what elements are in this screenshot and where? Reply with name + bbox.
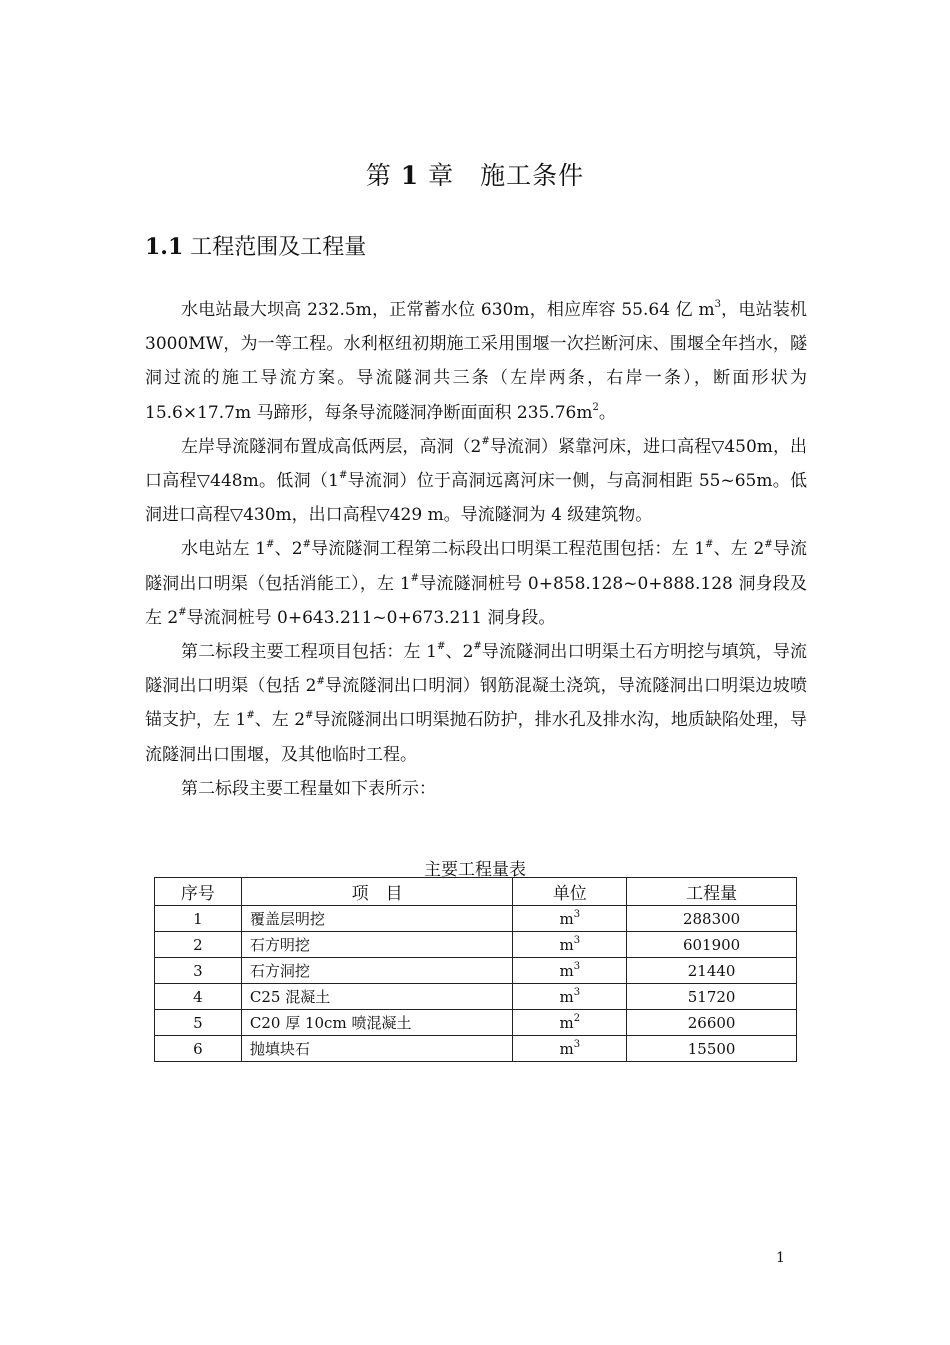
paragraph-4: [145, 635, 807, 772]
unit-base: m: [559, 1013, 574, 1032]
unit-base: m: [559, 987, 574, 1006]
quantities-table: [154, 877, 797, 1062]
unit-base: m: [559, 1039, 574, 1058]
table-row: [155, 1036, 797, 1062]
superscript: #: [705, 538, 714, 550]
text-run: 、2: [445, 642, 474, 663]
table-row: [155, 958, 797, 984]
table-row: [155, 906, 797, 932]
unit-base: m: [559, 935, 574, 954]
chapter-prefix: 第: [365, 161, 392, 190]
text-run: 、左 2: [713, 539, 765, 560]
text-run: 导流洞）位于高洞远离河床一侧，与高洞相距 55~65m。低洞进口高程▽430m，出口高程▽429 m。导流隧洞为 4 级建筑物。: [145, 471, 807, 526]
text-run: 导流隧洞出口明洞）钢筋混凝土浇筑，导流隧洞出口明渠边坡喷锚支护，左 1: [145, 676, 807, 731]
unit-base: m: [559, 909, 574, 928]
section-number: 1.1: [145, 234, 184, 260]
text-run: 第二标段主要工程项目包括：左 1: [181, 642, 437, 663]
text-run: ，电站装机 3000MW，为一等工程。水利枢纽初期施工采用围堰一次拦断河床、围堰全年挡水，隧洞过流的施工导流方案。导流隧洞共三条（左岸两条，右岸一条），断面形状为 15.6×17.7m 马蹄形，每条导流隧洞净断面面积 235.76m: [145, 300, 807, 423]
unit-exponent: 3: [573, 934, 581, 946]
cell-no: 6: [155, 1036, 242, 1062]
cell-item: 石方明挖: [241, 932, 513, 958]
unit-exponent: 2: [573, 1012, 581, 1024]
paragraph-3: [145, 532, 807, 635]
cell-unit: [513, 1010, 627, 1036]
cell-qty: 51720: [627, 984, 797, 1010]
cell-no: 1: [155, 906, 242, 932]
paragraph-1: [145, 293, 807, 430]
superscript: #: [266, 538, 275, 550]
cell-item: 石方洞挖: [241, 958, 513, 984]
table-row: [155, 932, 797, 958]
text-run: 导流隧洞出口明渠抛石防护，排水孔及排水沟，地质缺陷处理，导流隧洞出口围堰，及其他临时工程。: [145, 710, 807, 765]
chapter-title: 施工条件: [480, 161, 585, 190]
table-title: 主要工程量表: [424, 860, 526, 880]
text-run: 。: [598, 402, 616, 423]
text-run: 、2: [274, 539, 303, 560]
cell-qty: 21440: [627, 958, 797, 984]
cell-unit: [513, 984, 627, 1010]
header-qty: 工程量: [627, 878, 797, 906]
section-heading: [145, 230, 366, 261]
text-run: 导流洞）紧靠河床，进口高程▽450m，出口高程▽448m。低洞（1: [145, 436, 807, 492]
paragraph-2: [145, 430, 807, 533]
cell-no: 2: [155, 932, 242, 958]
cell-qty: 288300: [627, 906, 797, 932]
text-run: 、左 2: [254, 710, 306, 731]
cell-item: 抛填块石: [241, 1036, 513, 1062]
superscript: #: [316, 675, 325, 687]
superscript: #: [436, 641, 446, 653]
paragraph-5: 第二标段主要工程量如下表所示：: [181, 778, 436, 799]
header-no: 序号: [155, 878, 242, 906]
cell-qty: 15500: [627, 1036, 797, 1062]
text-run: 导流隧洞桩号 0+858.128~0+888.128 洞身段及左 2: [145, 573, 807, 628]
cell-unit: [513, 1036, 627, 1062]
superscript: #: [178, 607, 187, 619]
text-run: 左岸导流隧洞布置成高低两层，高洞（2: [181, 436, 482, 457]
cell-no: 3: [155, 958, 242, 984]
chapter-heading: [0, 156, 950, 192]
chapter-number: 1: [400, 161, 420, 190]
cell-unit: [513, 932, 627, 958]
cell-qty: 601900: [627, 932, 797, 958]
superscript: #: [473, 641, 482, 653]
text-run: 导流隧洞工程第二标段出口明渠工程范围包括：左 1: [310, 539, 706, 560]
header-item: 项 目: [241, 878, 513, 906]
chapter-suffix: 章: [428, 161, 455, 190]
cell-no: 4: [155, 984, 242, 1010]
cell-item: 覆盖层明挖: [241, 906, 513, 932]
text-run: 导流隧洞出口明渠（包括消能工），左 1: [145, 539, 807, 594]
unit-base: m: [559, 961, 574, 980]
section-title: 工程范围及工程量: [190, 235, 367, 260]
superscript: #: [481, 436, 490, 448]
superscript: #: [302, 538, 311, 550]
superscript: #: [764, 538, 773, 550]
text-run: 导流隧洞出口明渠土石方明挖与填筑，导流隧洞出口明渠（包括 2: [145, 642, 807, 697]
cell-item: C25 混凝土: [241, 984, 513, 1010]
superscript: #: [338, 470, 348, 482]
cell-unit: [513, 958, 627, 984]
cell-unit: [513, 906, 627, 932]
cell-no: 5: [155, 1010, 242, 1036]
superscript: #: [410, 572, 420, 584]
text-run: 导流洞桩号 0+643.211~0+673.211 洞身段。: [186, 607, 556, 628]
table-row: [155, 1010, 797, 1036]
page-number: 1: [776, 1250, 785, 1266]
superscript: 2: [592, 401, 599, 413]
unit-exponent: 3: [573, 908, 581, 920]
unit-exponent: 3: [573, 986, 581, 998]
header-unit: 单位: [513, 878, 627, 906]
superscript: #: [246, 709, 255, 721]
table-header-row: [155, 878, 797, 906]
body-text: [145, 293, 807, 806]
text-run: 水电站左 1: [181, 539, 267, 560]
table-row: [155, 984, 797, 1010]
superscript: #: [305, 709, 314, 721]
superscript: 3: [714, 299, 721, 311]
unit-exponent: 3: [573, 960, 581, 972]
unit-exponent: 3: [573, 1038, 581, 1050]
cell-item: C20 厚 10cm 喷混凝土: [241, 1010, 513, 1036]
text-run: 水电站最大坝高 232.5m，正常蓄水位 630m，相应库容 55.64 亿 m: [181, 300, 715, 320]
cell-qty: 26600: [627, 1010, 797, 1036]
